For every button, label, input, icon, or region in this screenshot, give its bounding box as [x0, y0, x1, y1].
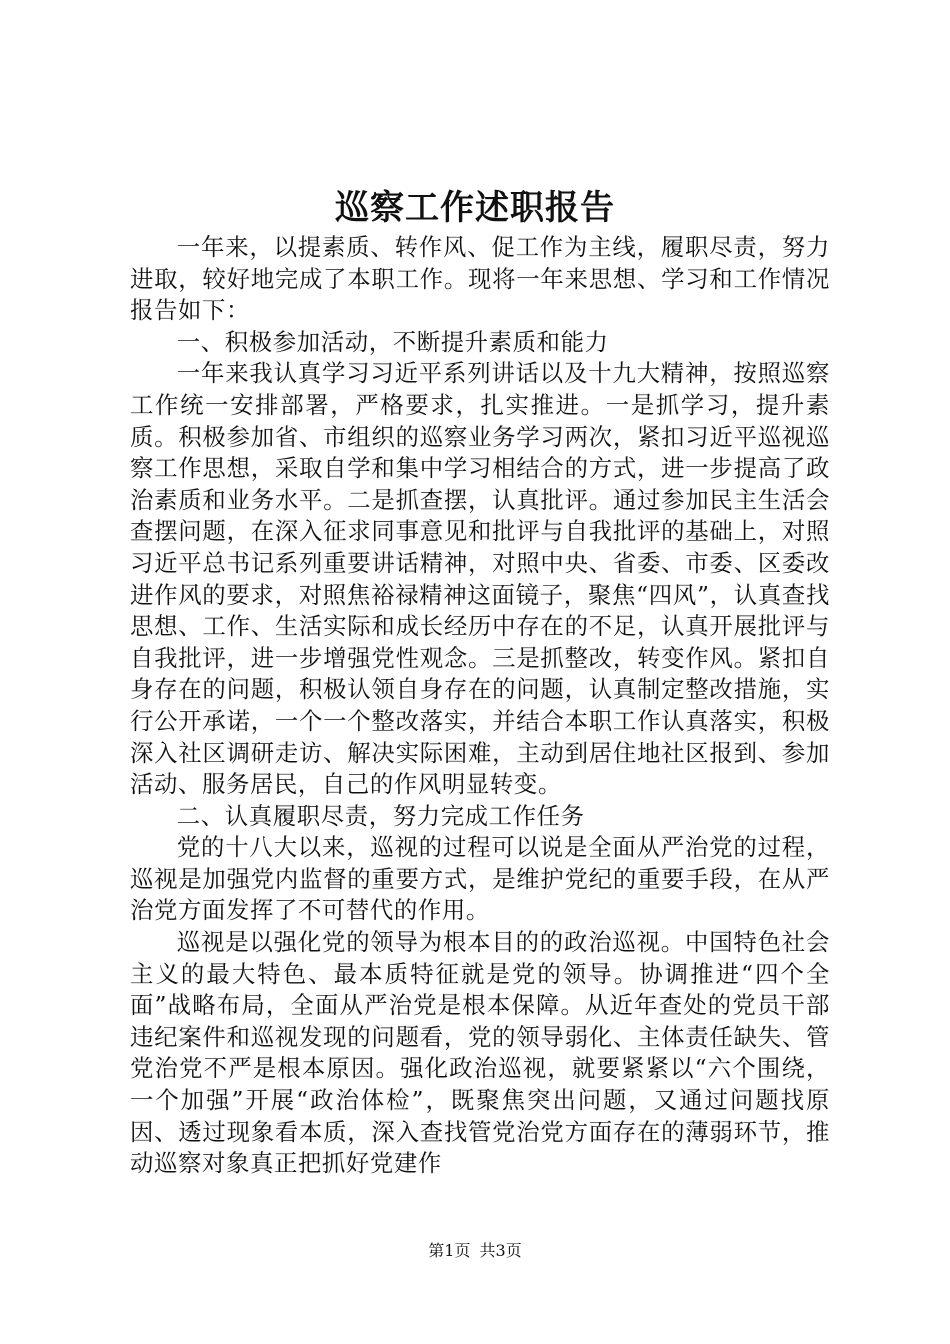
- section-heading-1: 一、积极参加活动，不断提升素质和能力: [176, 327, 609, 356]
- paragraph-study: 一年来我认真学习习近平系列讲话以及十九大精神，按照巡察工作统一安排部署，严格要求，扎实推进。一是抓学习，提升素质。积极参加省、市组织的巡察业务学习两次，紧扣习近平巡视巡察工作思想，采取自学和集中学习相结合的方式，进一步提高了政治素质和业务水平。二是抓查摆，认真批评。通过参加民主生活会查摆问题，在深入征求同事意见和批评与自我批评的基础上，对照习近平总书记系列重要讲话精神，对照中央、省委、市委、区委改进作风的要求，对照焦裕禄精神这面镜子，聚焦“四风”，认真查找思想、工作、生活实际和成长经历中存在的不足，认真开展批评与自我批评，进一步增强党性观念。三是抓整改，转变作风。紧扣自身存在的问题，积极认领自身存在的问题，认真制定整改措施，实行公开承诺，一个一个整改落实，并结合本职工作认真落实，积极深入社区调研走访、解决实际困难，主动到居住地社区报到、参加活动、服务居民，自己的作风明显转变。: [130, 359, 830, 799]
- paragraph-political-inspection: 巡视是以强化党的领导为根本目的的政治巡视。中国特色社会主义的最大特色、最本质特征就是党的领导。协调推进“四个全面”战略布局，全面从严治党是根本保障。从近年查处的党员干部违纪案件和巡视发现的问题看，党的领导弱化、主体责任缺失、管党治党不严是根本原因。强化政治巡视，就要紧紧以“六个围绕，一个加强”开展“政治体检”，既聚焦突出问题，又通过问题找原因、透过现象看本质，深入查找管党治党方面存在的薄弱环节，推动巡察对象真正把抓好党建作: [130, 928, 830, 1178]
- page-number: 第1页: [428, 1241, 471, 1260]
- section-heading-2: 二、认真履职尽责，努力完成工作任务: [176, 801, 585, 830]
- document-body: [130, 232, 830, 1180]
- page-total: 共3页: [479, 1241, 522, 1260]
- paragraph-intro: 一年来，以提素质、转作风、促工作为主线，履职尽责，努力进取，较好地完成了本职工作。现将一年来思想、学习和工作情况报告如下：: [130, 233, 830, 325]
- document-title: 巡察工作述职报告: [335, 188, 615, 228]
- page-footer: [0, 1240, 950, 1262]
- paragraph-inspection: 党的十八大以来，巡视的过程可以说是全面从严治党的过程，巡视是加强党内监督的重要方式，是维护党纪的重要手段，在从严治党方面发挥了不可替代的作用。: [130, 833, 830, 925]
